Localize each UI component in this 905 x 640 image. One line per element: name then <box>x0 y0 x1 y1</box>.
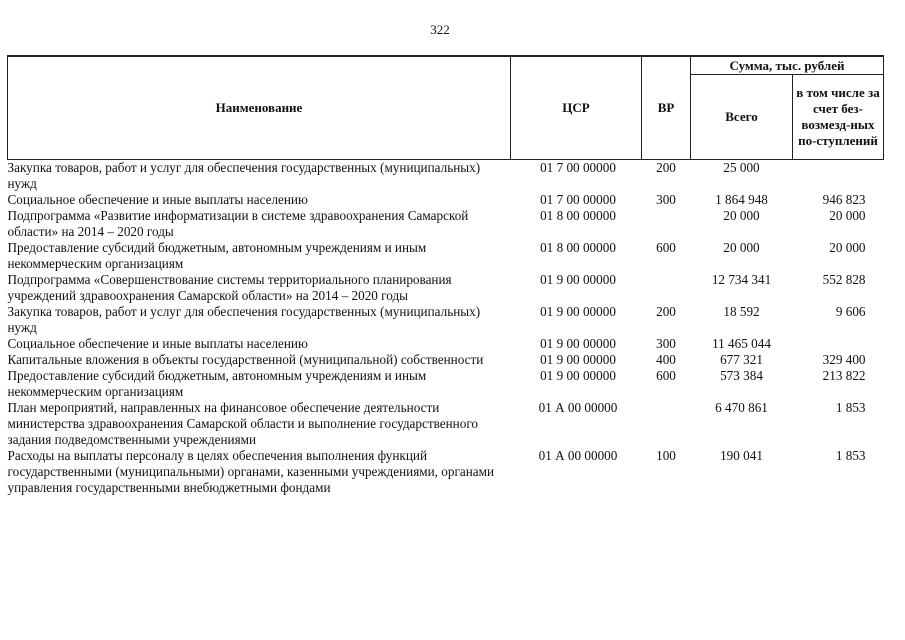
header-name: Наименование <box>8 56 511 160</box>
row-csr: 01 7 00 00000 <box>540 192 616 207</box>
row-csr: 01 А 00 00000 <box>538 400 618 415</box>
row-vr: 200 <box>656 304 676 319</box>
header-sum-group: Сумма, тыс. рублей <box>691 56 884 75</box>
header-vr: ВР <box>642 56 691 160</box>
row-total: 677 321 <box>720 352 763 367</box>
row-name: Социальное обеспечение и иные выплаты населению <box>7 336 308 351</box>
row-free-receipts: 552 828 <box>822 272 866 287</box>
row-total: 12 734 341 <box>711 272 772 287</box>
row-free-receipts: 9 606 <box>835 304 866 319</box>
row-name: План мероприятий, направленных на финансовое обеспечение деятельности министерства здравоохранения Самарской области и выполнение государственного задания подведомственными учреждениями <box>7 400 478 447</box>
row-vr: 100 <box>656 448 676 463</box>
row-total: 1 864 948 <box>715 192 768 207</box>
row-csr: 01 9 00 00000 <box>540 304 616 319</box>
row-total: 11 465 044 <box>712 336 771 351</box>
row-vr: 200 <box>656 160 676 175</box>
row-vr <box>642 272 691 304</box>
row-free-receipts: 1 853 <box>835 400 866 415</box>
row-total: 573 384 <box>720 368 763 383</box>
row-free-receipts: 20 000 <box>829 208 866 223</box>
row-free-receipts <box>793 160 884 193</box>
row-vr: 600 <box>656 240 676 255</box>
row-vr <box>642 400 691 448</box>
row-total: 25 000 <box>723 160 760 175</box>
row-name: Предоставление субсидий бюджетным, автономным учреждениям и иным некоммерческим организациям <box>7 368 427 399</box>
row-name: Закупка товаров, работ и услуг для обеспечения государственных (муниципальных) нужд <box>7 304 481 335</box>
row-free-receipts: 946 823 <box>822 192 866 207</box>
row-name: Расходы на выплаты персоналу в целях обеспечения выполнения функций государственными (муниципальными) органами, казенными учреждениями, органами управления государственными внебюджетными фондами <box>7 448 495 495</box>
row-free-receipts: 329 400 <box>822 352 866 367</box>
table-row <box>8 192 884 208</box>
table-row <box>8 336 884 352</box>
row-total: 18 592 <box>723 304 760 319</box>
row-vr: 400 <box>656 352 676 367</box>
table-row <box>8 448 884 496</box>
table-row <box>8 368 884 400</box>
table-body <box>8 160 884 497</box>
row-total: 190 041 <box>720 448 763 463</box>
row-total: 20 000 <box>723 208 760 223</box>
row-csr: 01 8 00 00000 <box>540 240 616 255</box>
table-row <box>8 240 884 272</box>
row-csr: 01 7 00 00000 <box>540 160 616 175</box>
row-free-receipts: 213 822 <box>822 368 866 383</box>
header-total: Всего <box>691 75 793 160</box>
row-csr: 01 9 00 00000 <box>540 336 616 351</box>
row-free-receipts: 20 000 <box>829 240 866 255</box>
row-name: Социальное обеспечение и иные выплаты населению <box>7 192 308 207</box>
row-total: 6 470 861 <box>715 400 768 415</box>
row-name: Капитальные вложения в объекты государственной (муниципальной) собственности <box>7 352 484 367</box>
budget-table <box>7 55 884 496</box>
row-vr: 600 <box>656 368 676 383</box>
table-row <box>8 160 884 193</box>
row-name: Подпрограмма «Совершенствование системы территориального планирования учреждений здравоохранения Самарской области» на 2014 – 2020 годы <box>7 272 452 303</box>
row-vr <box>642 208 691 240</box>
table-row <box>8 208 884 240</box>
row-vr: 300 <box>656 192 676 207</box>
page-number: 322 <box>430 22 450 37</box>
table-row <box>8 352 884 368</box>
row-csr: 01 9 00 00000 <box>540 272 616 287</box>
row-name: Подпрограмма «Развитие информатизации в системе здравоохранения Самарской области» на 2014 – 2020 годы <box>7 208 469 239</box>
table-row <box>8 304 884 336</box>
table-row <box>8 272 884 304</box>
header-free-receipts: в том числе за счет без-возмезд-ных по-ступлений <box>793 75 884 160</box>
row-vr: 300 <box>656 336 676 351</box>
row-csr: 01 А 00 00000 <box>538 448 618 463</box>
row-free-receipts <box>793 336 884 352</box>
row-csr: 01 9 00 00000 <box>540 368 616 383</box>
table-header <box>8 56 884 160</box>
table-row <box>8 400 884 448</box>
row-csr: 01 9 00 00000 <box>540 352 616 367</box>
row-csr: 01 8 00 00000 <box>540 208 616 223</box>
row-free-receipts: 1 853 <box>835 448 866 463</box>
header-csr: ЦСР <box>511 56 642 160</box>
row-name: Закупка товаров, работ и услуг для обеспечения государственных (муниципальных) нужд <box>7 160 481 191</box>
row-total: 20 000 <box>723 240 760 255</box>
row-name: Предоставление субсидий бюджетным, автономным учреждениям и иным некоммерческим организациям <box>7 240 427 271</box>
